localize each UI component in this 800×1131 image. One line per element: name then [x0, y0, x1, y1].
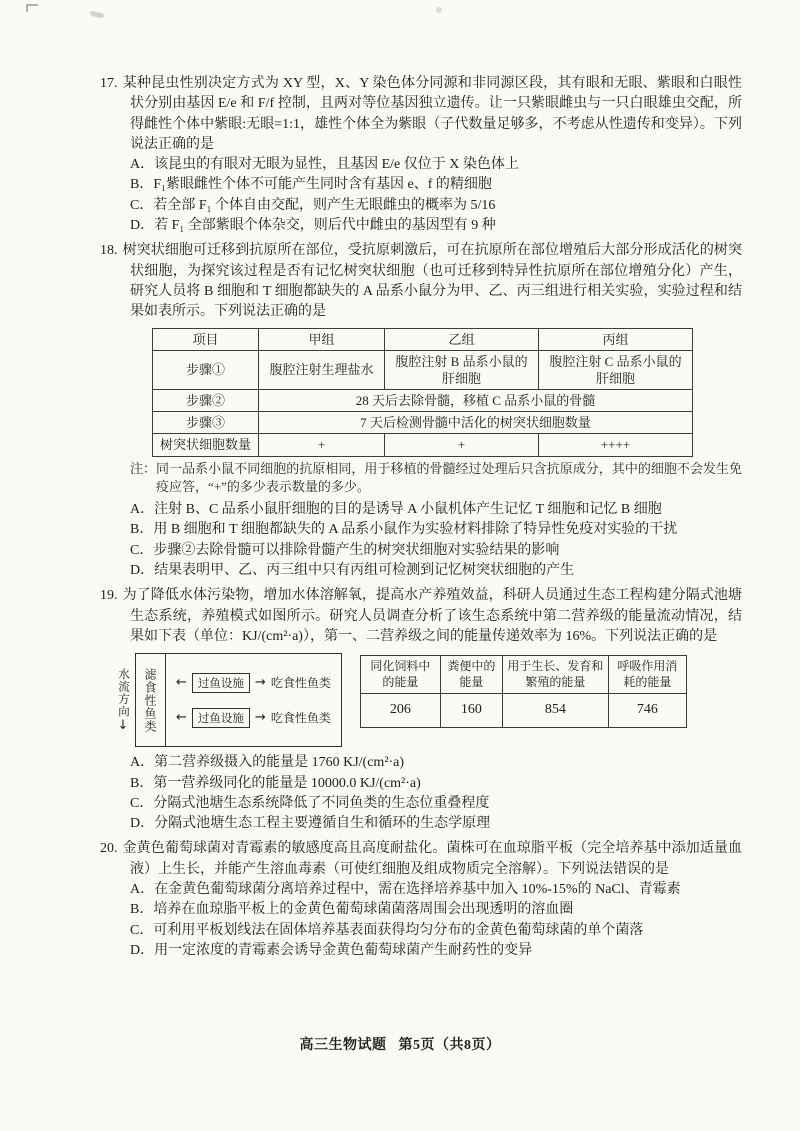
pond-outline [135, 653, 342, 747]
question-20-stem [100, 839, 742, 880]
question-19-option-c: C．分隔式池塘生态系统降低了不同鱼类的生态位重叠程度 [130, 795, 490, 811]
question-20-option-c: C．可利用平板划线法在固体培养基表面获得均匀分布的金黄色葡萄球菌的单个菌落 [130, 922, 644, 938]
table-row [153, 412, 693, 434]
feeding-fish-zones [166, 654, 341, 746]
table-row [360, 694, 686, 727]
scan-artifact [90, 11, 105, 19]
table-cell: 树突状细胞数量 [153, 434, 259, 456]
question-18-number: 18. [100, 243, 118, 259]
fish-passage-box: 过鱼设施 [192, 673, 250, 693]
q18-experiment-table [152, 328, 693, 457]
table-cell: + [385, 434, 539, 456]
table-row [153, 350, 693, 389]
left-arrow-icon: ← [176, 675, 187, 691]
pond-row-bottom [176, 708, 331, 728]
question-17-option-b: B．F₁紫眼雌性个体不可能产生同时含有基因 e、f 的精细胞 [130, 177, 492, 193]
question-18-text: 树突状细胞可迁移到抗原所在部位，受抗原刺激后，可在抗原所在部位增殖后大部分形成活化的树突状细胞，为探究该过程是否有记忆树突状细胞（也可迁移到特异性抗原所在部位增殖分化）产生，研究人员将 B 细胞和 T 细胞都缺失的 A 品系小鼠分为甲、乙、丙三组进行相关实验，实验过程和结果如表所示。下列说法正确的是 [122, 243, 742, 320]
question-19-text: 为了降低水体污染物，增加水体溶解氧，提高水产养殖效益，科研人员通过生态工程构建分隔式池塘生态系统，养殖模式如图所示。研究人员调查分析了该生态系统中第二营养级的能量流动情况，结果如下表（单位：KJ/(cm²·a)），第一、二营养级之间的能量传递效率为 16%。下列说法正确的是 [122, 588, 742, 644]
footer-page-number: 第5页（共8页） [398, 1038, 501, 1053]
down-arrow-icon: ↓ [117, 718, 129, 734]
page-footer [0, 1034, 800, 1054]
question-17-option-a: A．该昆虫的有眼对无眼为显性，且基因 E/e 仅位于 X 染色体上 [130, 157, 519, 173]
question-19-option-a: A．第二营养级摄入的能量是 1760 KJ/(cm²·a) [130, 755, 405, 771]
page-content [100, 74, 742, 966]
water-flow-label: 水流方向 [117, 668, 129, 719]
question-20-text: 金黄色葡萄球菌对青霉素的敏感度高且高度耐盐化。菌株可在血琼脂平板（完全培养基中添加适量血液）上生长，并能产生溶血毒素（可使红细胞及组成物质完全溶解）。下列说法错误的是 [122, 841, 742, 877]
question-17-number: 17. [100, 76, 118, 91]
feeding-fish-label: 吃食性鱼类 [270, 711, 331, 726]
q18-table-note: 注：同一品系小鼠不同细胞的抗原相同，用于移植的骨髓经过处理后只含抗原成分，其中的细胞不会发生免疫应答，“+”的多少表示数量的多少。 [130, 460, 742, 495]
table-cell: 746 [608, 694, 686, 727]
table-cell: 步骤① [153, 350, 259, 389]
question-18-option-c: C．步骤②去除骨髓可以排除骨髓产生的树突状细胞对实验结果的影响 [130, 542, 560, 558]
question-18-option-b: B．用 B 细胞和 T 细胞都缺失的 A 品系小鼠作为实验材料排除了特异性免疫对实验的干扰 [130, 522, 678, 538]
right-arrow-icon: → [254, 675, 266, 691]
q19-energy-table [360, 655, 687, 727]
question-17 [100, 74, 742, 236]
table-cell: 步骤② [153, 390, 259, 412]
table-cell: 腹腔注射 C 品系小鼠的肝细胞 [539, 350, 693, 389]
question-19-stem [100, 586, 742, 647]
question-18-option-a: A．注射 B、C 品系小鼠肝细胞的目的是诱导 A 小鼠机体产生记忆 T 细胞和记忆 B 细胞 [130, 502, 662, 518]
table-header-cell: 丙组 [539, 328, 693, 350]
question-20-option-b: B．培养在血琼脂平板上的金黄色葡萄球菌菌落周围会出现透明的溶血圈 [130, 902, 574, 918]
fish-passage-box: 过鱼设施 [192, 708, 250, 728]
table-cell: 160 [440, 694, 502, 727]
feeding-fish-label: 吃食性鱼类 [270, 676, 331, 691]
question-17-stem [100, 74, 742, 155]
question-18 [100, 241, 742, 581]
table-cell: 腹腔注射 B 品系小鼠的肝细胞 [385, 350, 539, 389]
question-19-option-b: B．第一营养级同化的能量是 10000.0 KJ/(cm²·a) [130, 775, 421, 791]
table-cell: 854 [502, 694, 608, 727]
table-row [153, 390, 693, 412]
table-header-cell: 乙组 [385, 328, 539, 350]
question-20-number: 20. [100, 841, 118, 857]
question-19-number: 19. [100, 588, 118, 604]
table-cell: 7 天后检测骨髓中活化的树突状细胞数量 [259, 412, 693, 434]
footer-doc-title: 高三生物试题 [299, 1038, 387, 1053]
question-20 [100, 839, 742, 961]
table-cell: 206 [360, 694, 440, 727]
table-header-cell: 粪便中的能量 [440, 656, 502, 694]
q19-pond-diagram [115, 653, 342, 747]
table-cell: + [259, 434, 385, 456]
table-header-cell: 甲组 [259, 328, 385, 350]
question-19 [100, 586, 742, 834]
question-20-option-a: A．在金黄色葡萄球菌分离培养过程中，需在选择培养基中加入 10%-15%的 NaCl、青霉素 [130, 882, 681, 898]
table-header-cell: 呼吸作用消耗的能量 [608, 656, 686, 694]
table-row [153, 434, 693, 456]
table-header-cell: 项目 [153, 328, 259, 350]
table-header-cell: 用于生长、发育和繁殖的能量 [502, 656, 608, 694]
question-20-option-d: D．用一定浓度的青霉素会诱导金黄色葡萄球菌产生耐药性的变异 [130, 942, 533, 958]
question-19-option-d: D．分隔式池塘生态工程主要遵循自生和循环的生态学原理 [130, 816, 491, 832]
scan-artifact [436, 7, 442, 13]
table-cell: 腹腔注射生理盐水 [259, 350, 385, 389]
table-cell: 步骤③ [153, 412, 259, 434]
question-18-stem [100, 241, 742, 322]
q19-figure-and-table [115, 653, 742, 747]
table-header-cell: 同化饲料中的能量 [360, 656, 440, 694]
right-arrow-icon: → [254, 710, 266, 726]
table-cell: 28 天后去除骨髓，移植 C 品系小鼠的骨髓 [259, 390, 693, 412]
water-flow-indicator [115, 653, 131, 747]
question-17-option-c: C．若全部 F₁ 个体自由交配，则产生无眼雌虫的概率为 5/16 [130, 197, 496, 213]
left-arrow-icon: ← [176, 710, 187, 726]
filter-feeding-fish-zone: 滤食性鱼类 [136, 654, 166, 746]
question-17-text: 某种昆虫性别决定方式为 XY 型，X、Y 染色体分同源和非同源区段，其有眼和无眼、紫眼和白眼性状分别由基因 E/e 和 F/f 控制，且两对等位基因独立遗传。让一只紫眼雌虫与一只白眼雄虫交配，所得雌性个体中紫眼:无眼=1:1，雄性个体全为紫眼（子代数量足够多，不考虑从性遗传和变异）。下列说法正确的是 [122, 76, 742, 152]
scan-artifact [26, 4, 38, 12]
pond-row-top [176, 673, 331, 693]
table-row [360, 656, 686, 694]
question-18-option-d: D．结果表明甲、乙、丙三组中只有丙组可检测到记忆树突状细胞的产生 [130, 563, 575, 579]
question-17-option-d: D．若 F₁ 全部紫眼个体杂交，则后代中雌虫的基因型有 9 种 [130, 218, 496, 234]
table-cell: ++++ [539, 434, 693, 456]
